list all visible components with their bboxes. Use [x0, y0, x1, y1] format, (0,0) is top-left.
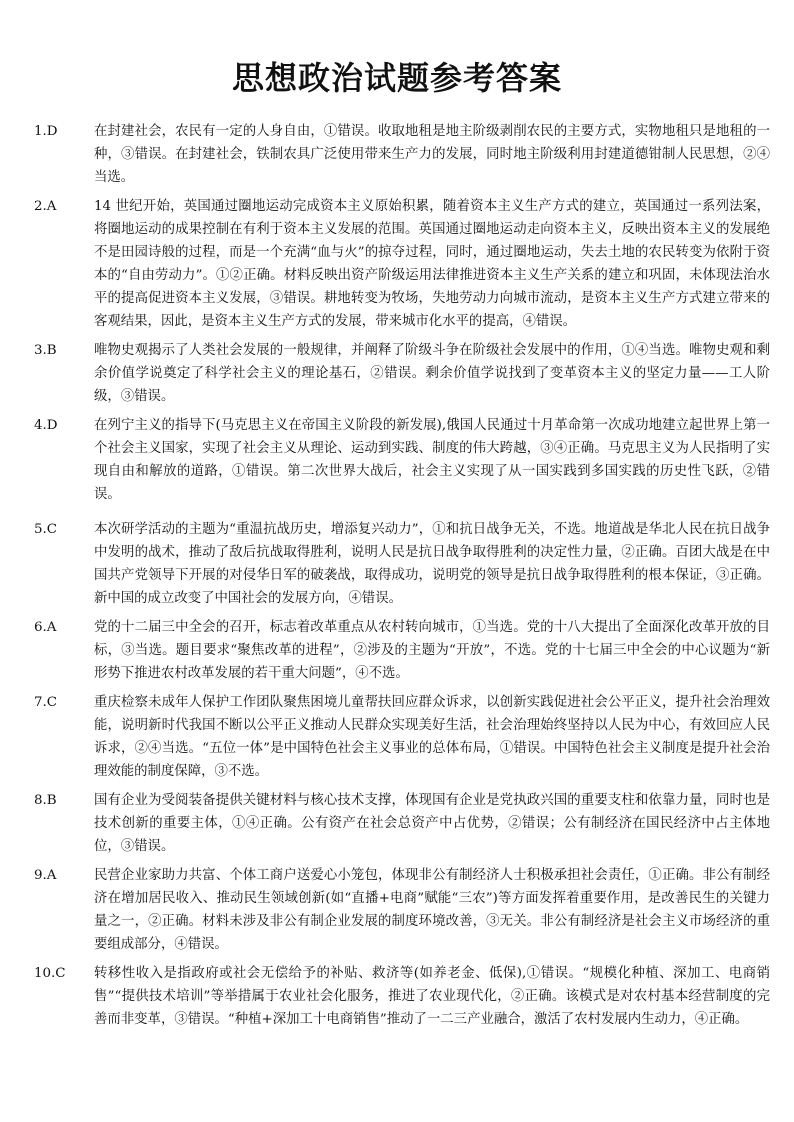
answer-number: 6.A	[34, 620, 57, 635]
answer-number: 8.B	[34, 793, 57, 808]
answer-number: 3.B	[34, 343, 57, 358]
answer-number: 1.D	[34, 124, 58, 139]
answer-item	[34, 864, 770, 956]
answer-explanation: 在封建社会，农民有一定的人身自由，①错误。收取地租是地主阶级剥削农民的主要方式，实物地租只是地租的一种，③错误。在封建社会，铁制农具广泛使用带来生产力的发展，同时地主阶级利用封建道德钳制人民思想，②④当选。	[94, 124, 770, 185]
answer-number: 5.C	[34, 522, 58, 537]
answer-explanation: 民营企业家助力共富、个体工商户送爱心小笼包，体现非公有制经济人士积极承担社会责任，①正确。非公有制经济在增加居民收入、推动民生领域创新(如“直播+电商”赋能“三农”)等方面发挥着重要作用，是改善民生的关键力量之一，②正确。材料未涉及非公有制企业发展的制度环境改善，③无关。非公有制经济是社会主义市场经济的重要组成部分，④错误。	[94, 868, 770, 952]
answer-number: 2.A	[34, 199, 57, 214]
answer-item	[34, 518, 770, 610]
answer-item	[34, 789, 770, 858]
answer-item	[34, 616, 770, 685]
answer-explanation: 重庆检察未成年人保护工作团队聚焦困境儿童帮扶回应群众诉求，以创新实践促进社会公平正义，提升社会治理效能，说明新时代我国不断以公平正义推动人民群众实现美好生活，社会治理始终坚持以人民为中心，有效回应人民诉求，②④当选。“五位一体”是中国特色社会主义事业的总体布局，①错误。中国特色社会主义制度是提升社会治理效能的制度保障，③不选。	[94, 695, 770, 779]
answer-item	[34, 339, 770, 408]
page-title: 思想政治试题参考答案	[231, 59, 562, 97]
answer-item	[34, 691, 770, 783]
answer-explanation: 14 世纪开始，英国通过圈地运动完成资本主义原始积累，随着资本主义生产方式的建立，英国通过一系列法案，将圈地运动的成果控制在有利于资本主义发展的范围。英国通过圈地运动走向资本主义，反映出资本主义的发展绝不是田园诗般的过程，而是一个充满“血与火”的掠夺过程，同时，通过圈地运动，失去土地的农民转变为依附于资本的“自由劳动力”。①②正确。材料反映出资产阶级运用法律推进资本主义生产关系的建立和巩固，未体现法治水平的提高促进资本主义发展，③错误。耕地转变为牧场，失地劳动力向城市流动，是资本主义生产方式建立带来的客观结果，因此，是资本主义生产方式的发展，带来城市化水平的提高，④错误。	[94, 199, 770, 329]
answer-explanation: 本次研学活动的主题为“重温抗战历史，增添复兴动力”，①和抗日战争无关，不选。地道战是华北人民在抗日战争中发明的战术，推动了敌后抗战取得胜利，说明人民是抗日战争取得胜利的决定性力量，②正确。百团大战是在中国共产党领导下开展的对侵华日军的破袭战，取得成功，说明党的领导是抗日战争取得胜利的根本保证，③正确。新中国的成立改变了中国社会的发展方向，④错误。	[94, 522, 770, 606]
answer-list	[34, 120, 770, 1031]
answer-number: 4.D	[34, 418, 58, 433]
answer-item	[34, 195, 770, 333]
answer-number: 9.A	[34, 868, 57, 883]
answer-item	[34, 962, 770, 1031]
answer-explanation: 党的十二届三中全会的召开，标志着改革重点从农村转向城市，①当选。党的十八大提出了全面深化改革开放的目标，③当选。题目要求“聚焦改革的进程”，②涉及的主题为“开放”，不选。党的十七届三中全会的中心议题为“新形势下推进农村改革发展的若干重大问题”，④不选。	[94, 620, 770, 681]
answer-explanation: 国有企业为受阅装备提供关键材料与核心技术支撑，体现国有企业是党执政兴国的重要支柱和依靠力量，同时也是技术创新的重要主体，①④正确。公有资产在社会总资产中占优势，②错误；公有制经济在国民经济中占主体地位，③错误。	[94, 793, 770, 854]
answer-explanation: 转移性收入是指政府或社会无偿给予的补贴、救济等(如养老金、低保),①错误。“规模化种植、深加工、电商销售”“提供技术培训”等举措属于农业社会化服务，推进了农业现代化，②正确。该模式是对农村基本经营制度的完善而非变革，③错误。“种植+深加工十电商销售”推动了一二三产业融合，激活了农村发展内生动力，④正确。	[94, 966, 770, 1027]
answer-number: 10.C	[34, 966, 66, 981]
answer-explanation: 在列宁主义的指导下(马克思主义在帝国主义阶段的新发展),俄国人民通过十月革命第一次成功地建立起世界上第一个社会主义国家，实现了社会主义从理论、运动到实践、制度的伟大跨越，③④正确。马克思主义为人民指明了实现自由和解放的道路，①错误。第二次世界大战后，社会主义实现了从一国实践到多国实践的历史性飞跃，②错误。	[94, 418, 770, 502]
answer-item	[34, 120, 770, 189]
answer-explanation: 唯物史观揭示了人类社会发展的一般规律，并阐释了阶级斗争在阶级社会发展中的作用，①④当选。唯物史观和剩余价值学说奠定了科学社会主义的理论基石，②错误。剩余价值学说找到了变革资本主义的坚定力量——工人阶级，③错误。	[94, 343, 770, 404]
answer-item	[34, 414, 770, 506]
answer-number: 7.C	[34, 695, 58, 710]
